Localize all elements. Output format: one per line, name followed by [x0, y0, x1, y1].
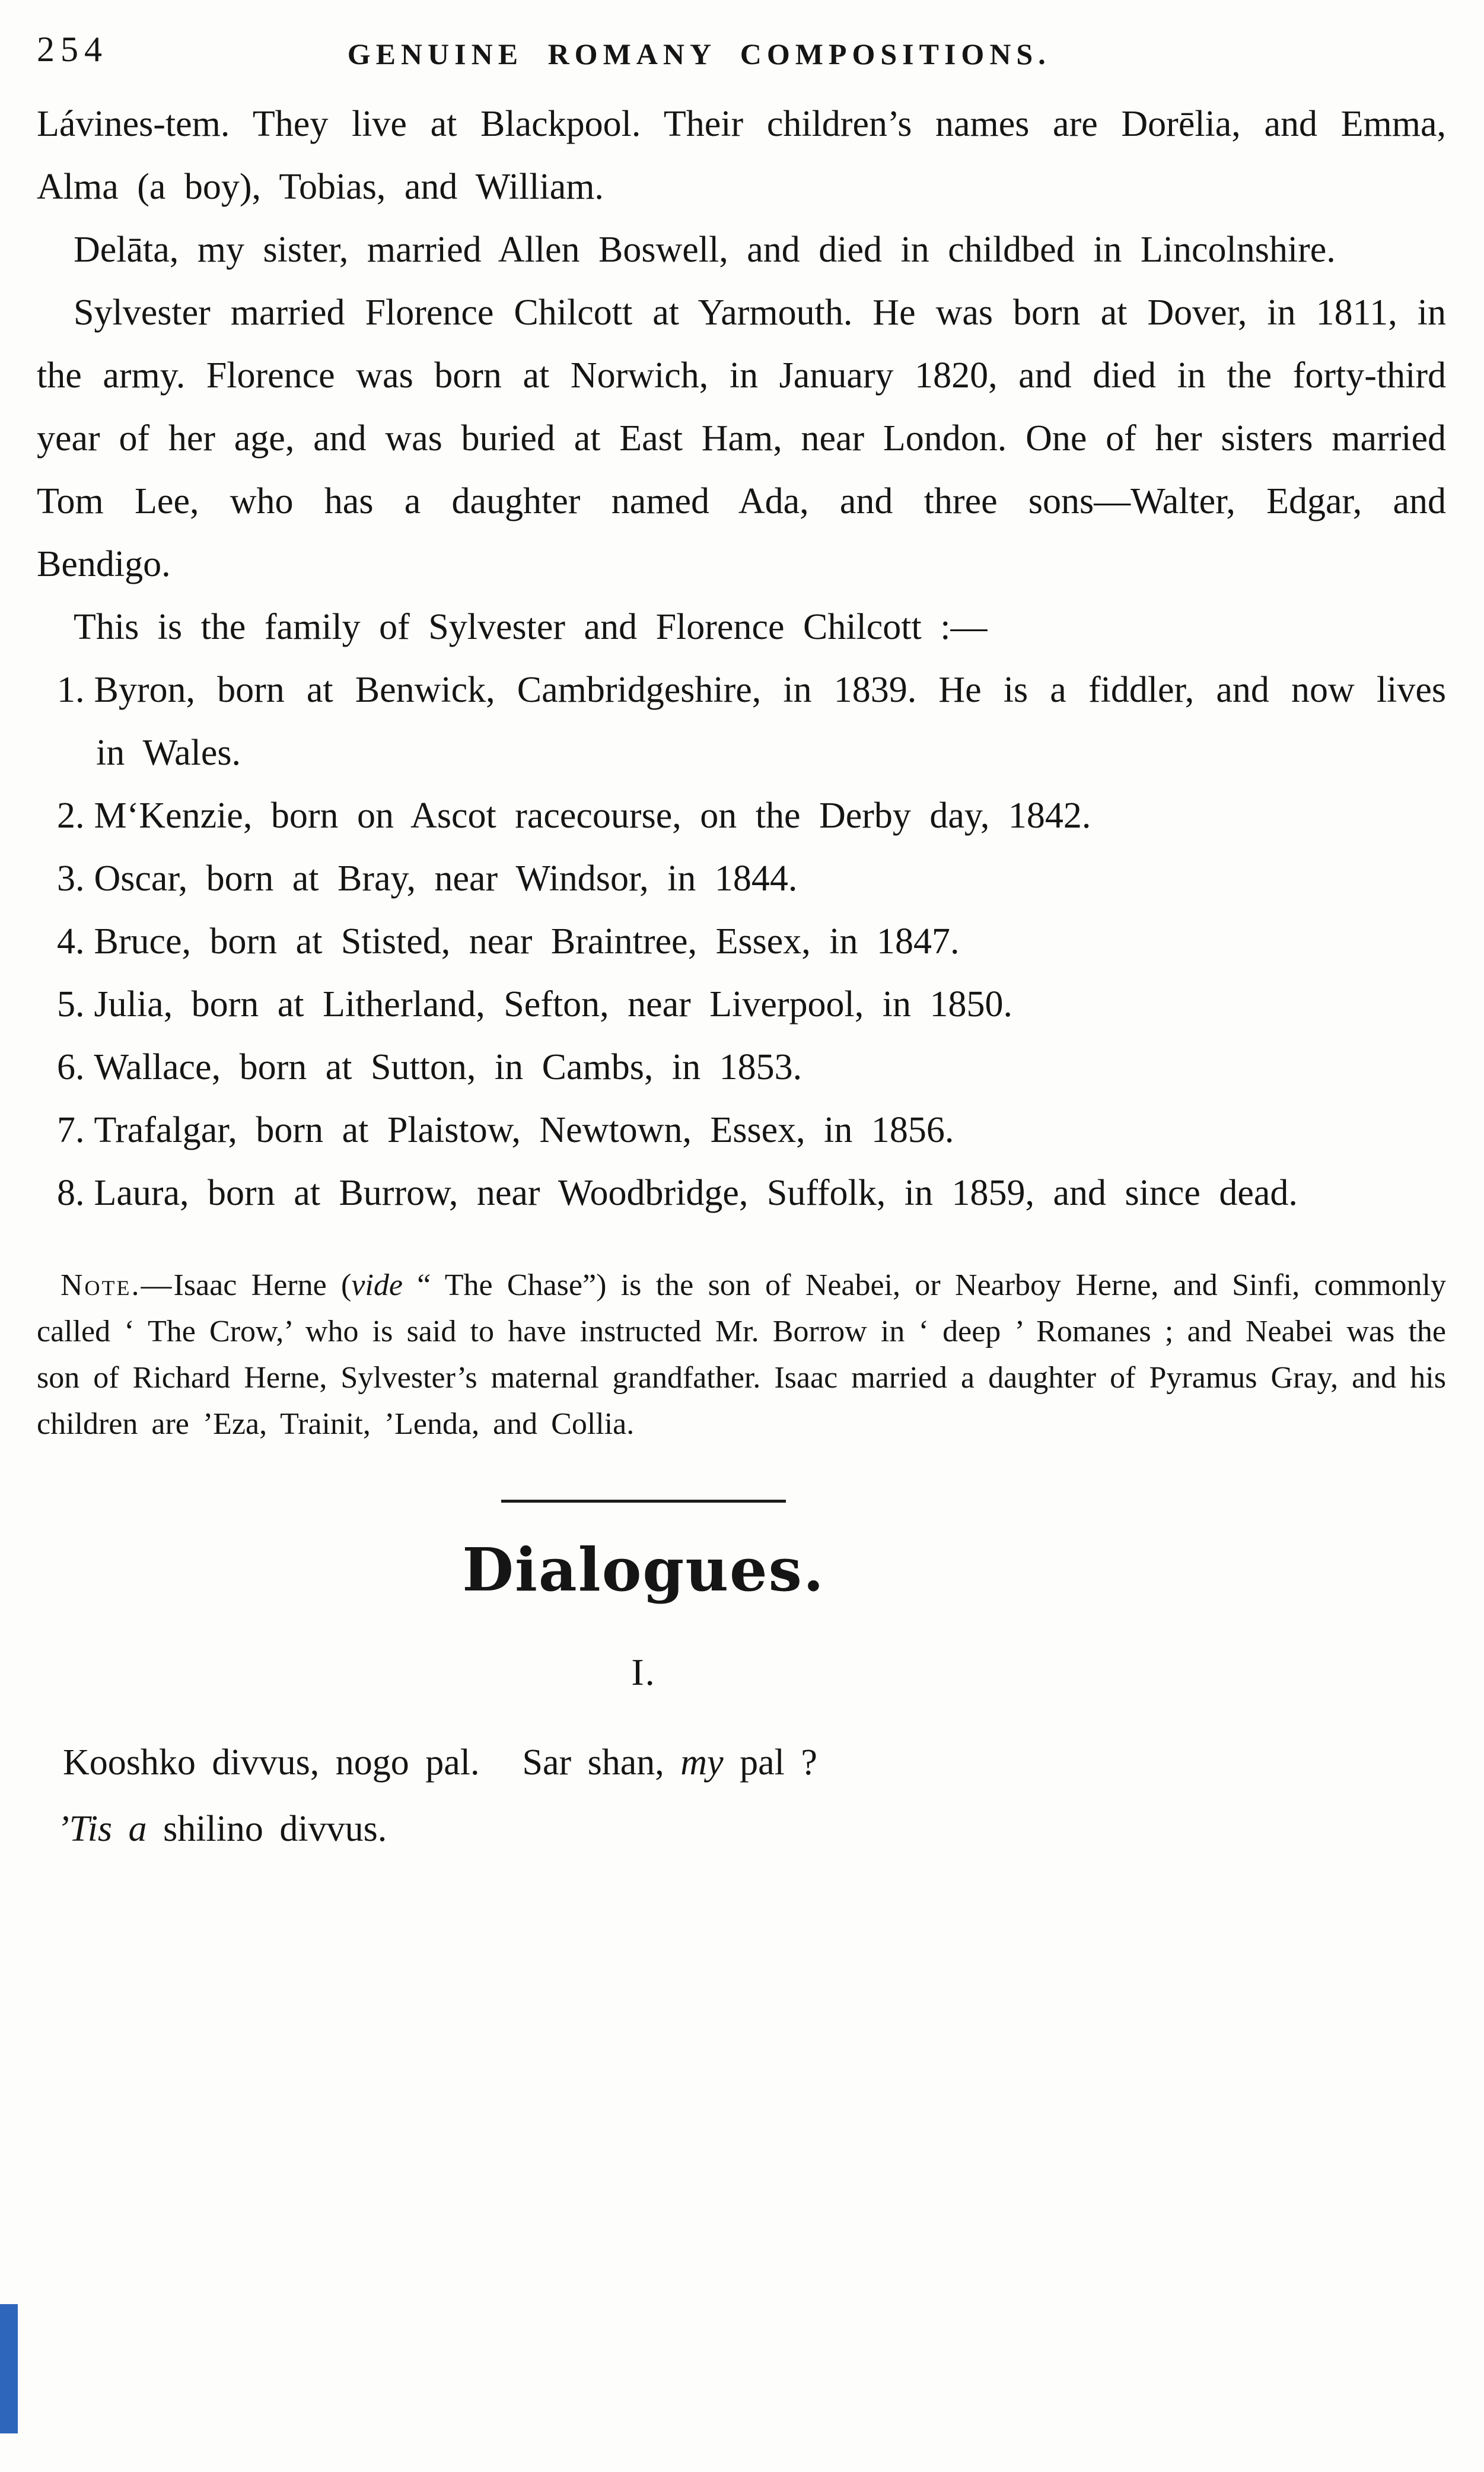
list-item	[37, 1099, 1446, 1162]
dialogue-line	[37, 1731, 1446, 1794]
dialogue-text: Kooshko divvus, nogo pal.	[63, 1742, 480, 1783]
list-item	[37, 1162, 1446, 1224]
scan-artifact-bar	[0, 2304, 18, 2433]
dialogue-text: pal ?	[723, 1742, 817, 1783]
list-item	[37, 847, 1446, 910]
dialogues-heading: Dialogues.	[462, 1535, 825, 1605]
list-item	[37, 910, 1446, 973]
section-divider-rule	[501, 1500, 786, 1503]
list-item	[37, 1036, 1446, 1099]
page-header	[37, 18, 1446, 77]
paragraph: Sylvester married Florence Chilcott at Yarmouth. He was born at Dover, in 1811, in the army. Florence was born at Norwich, in January 1820, and died in the forty-third year of her age, and was buried at East Ham, near London. One of her sisters married Tom Lee, who has a daughter named Ada, and three sons—Walter, Edgar, and Bendigo.	[37, 292, 1446, 584]
note-text: Isaac Herne (	[173, 1268, 352, 1302]
list-item-number: 5.	[57, 984, 85, 1025]
list-item-text: Laura, born at Burrow, near Woodbridge, Suffolk, in 1859, and since dead.	[94, 1173, 1298, 1213]
list-item-number: 1.	[57, 670, 85, 710]
dialogue-line	[37, 1797, 1446, 1860]
running-title: GENUINE ROMANY COMPOSITIONS.	[347, 37, 1051, 71]
list-item-text: Oscar, born at Bray, near Windsor, in 1844.	[94, 858, 798, 899]
list-item-text: Julia, born at Litherland, Sefton, near Liverpool, in 1850.	[94, 984, 1012, 1025]
list-item-number: 3.	[57, 858, 85, 899]
note-italic-vide: vide	[351, 1268, 403, 1302]
list-item-number: 8.	[57, 1173, 85, 1213]
list-item	[37, 784, 1446, 847]
footnote	[37, 1262, 1446, 1447]
dialogue-text: Sar shan,	[522, 1742, 681, 1783]
page-number: 254	[37, 30, 108, 69]
list-item-text: M‘Kenzie, born on Ascot racecourse, on the Derby day, 1842.	[94, 796, 1091, 836]
note-text: “ The Chase”) is the son of Neabei, or Nearboy Herne, and Sinfi, commonly called ‘ The Crow,’ who is said to have instructed Mr. Borrow in ‘ deep ’ Romanes ; and Neabei was the son of Richard Herne, Sylvester’s maternal grandfather. Isaac married a daughter of Pyramus Gray, and his children are ’Eza, Trainit, ’Lenda, and Collia.	[37, 1268, 1446, 1441]
list-item-number: 4.	[57, 921, 85, 962]
list-item-number: 2.	[57, 796, 85, 836]
family-list	[37, 658, 1446, 1224]
dialogue-italic: my	[680, 1742, 724, 1783]
list-item-text: Trafalgar, born at Plaistow, Newtown, Essex, in 1856.	[94, 1110, 954, 1150]
paragraph: Lávines-tem. They live at Blackpool. Their children’s names are Dorēlia, and Emma, Alma (a boy), Tobias, and William.	[37, 104, 1446, 207]
list-item-number: 6.	[57, 1047, 85, 1087]
list-intro: This is the family of Sylvester and Florence Chilcott :—	[74, 607, 988, 647]
body-text	[37, 93, 1446, 1860]
list-item-number: 7.	[57, 1110, 85, 1150]
note-label: Note.—	[60, 1268, 174, 1302]
dialogue-italic: ’Tis a	[57, 1809, 147, 1849]
list-item	[37, 658, 1446, 784]
list-item	[37, 973, 1446, 1036]
paragraph: Delāta, my sister, married Allen Boswell, and died in childbed in Lincolnshire.	[74, 230, 1336, 270]
list-item-text: Wallace, born at Sutton, in Cambs, in 1853.	[94, 1047, 802, 1087]
list-item-text: Bruce, born at Stisted, near Braintree, Essex, in 1847.	[94, 921, 960, 962]
dialogue-text: shilino divvus.	[147, 1809, 387, 1849]
list-item-text: Byron, born at Benwick, Cambridgeshire, in 1839. He is a fiddler, and now lives in Wales.	[94, 670, 1446, 773]
dialogues-section	[37, 1500, 1446, 1704]
section-numeral: I.	[631, 1651, 656, 1693]
